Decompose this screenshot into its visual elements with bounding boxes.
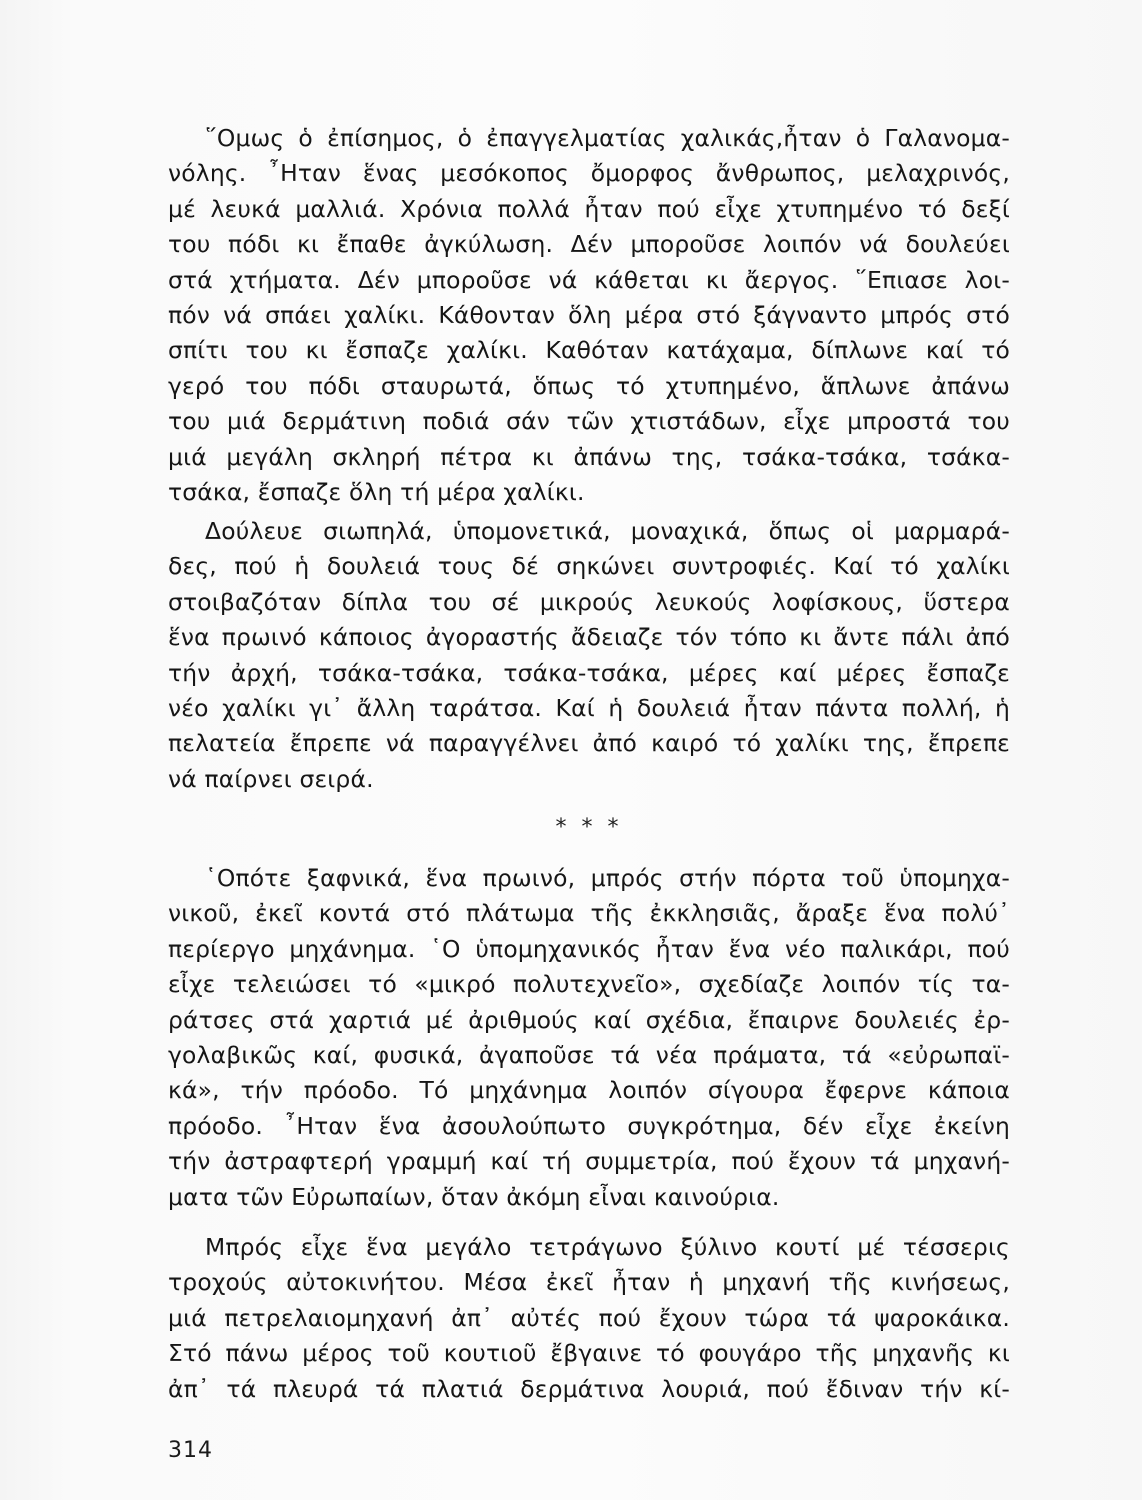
text-line: περίεργο μηχάνημα. ῾Ο ὑπομηχανικός ἦταν ἕνα νέο παλικάρι, πού: [168, 934, 1010, 963]
text-line: νικοῦ, ἐκεῖ κοντά στό πλάτωμα τῆς ἐκκλησιᾶς, ἄραξε ἕνα πολύ᾽: [168, 899, 1010, 928]
text-line: ῞Ομως ὁ ἐπίσημος, ὁ ἐπαγγελματίας χαλικάς,ἦταν ὁ Γαλανομα-: [205, 124, 1010, 152]
text-line: δες, πού ἡ δουλειά τους δέ σηκώνει συντροφιές. Καί τό χαλίκι: [168, 552, 1010, 581]
page-number: 314: [168, 1438, 213, 1463]
paragraph-1: [168, 121, 1010, 510]
text-line: μιά μεγάλη σκληρή πέτρα κι ἀπάνω της, τσάκα-τσάκα, τσάκα-: [168, 442, 1010, 471]
text-line: νά παίρνει σειρά.: [168, 764, 374, 793]
text-line: γολαβικῶς καί, φυσικά, ἀγαποῦσε τά νέα πράματα, τά «εὐρωπαϊ-: [168, 1040, 1010, 1069]
text-line: νόλης. ῏Ηταν ἕνας μεσόκοπος ὄμορφος ἄνθρωπος, μελαχρινός,: [168, 159, 1010, 188]
text-line: στά χτήματα. Δέν μποροῦσε νά κάθεται κι ἄεργος. ῞Επιασε λοι-: [168, 265, 1010, 294]
paragraph-3: [168, 861, 1010, 1215]
paragraph-2: [168, 514, 1010, 797]
text-line: τροχούς αὐτοκινήτου. Μέσα ἐκεῖ ἦταν ἡ μηχανή τῆς κινήσεως,: [168, 1268, 1010, 1297]
text-line: ματα τῶν Εὐρωπαίων, ὅταν ἀκόμη εἶναι καινούρια.: [168, 1182, 780, 1211]
text-line: πόν νά σπάει χαλίκι. Κάθονταν ὅλη μέρα στό ξάγναντο μπρός στό: [168, 300, 1010, 329]
text-line: νέο χαλίκι γι᾽ ἄλλη ταράτσα. Καί ἡ δουλειά ἦταν πάντα πολλή, ἡ: [168, 693, 1010, 722]
text-line: του μιά δερμάτινη ποδιά σάν τῶν χτιστάδων, εἶχε μπροστά του: [168, 407, 1010, 436]
text-line: μιά πετρελαιομηχανή ἀπ᾽ αὐτές πού ἔχουν τώρα τά ψαροκάικα.: [168, 1303, 1010, 1332]
text-line: ἀπ᾽ τά πλευρά τά πλατιά δερμάτινα λουριά, πού ἔδιναν τήν κί-: [168, 1374, 1010, 1403]
section-separator: * * *: [555, 815, 623, 840]
text-line: του πόδι κι ἔπαθε ἀγκύλωση. Δέν μποροῦσε λοιπόν νά δουλεύει: [168, 230, 1010, 259]
text-line: Μπρός εἶχε ἕνα μεγάλο τετράγωνο ξύλινο κουτί μέ τέσσερις: [205, 1233, 1010, 1261]
text-line: Δούλευε σιωπηλά, ὑπομονετικά, μοναχικά, ὅπως οἱ μαρμαρά-: [205, 517, 1010, 545]
text-line: κά», τήν πρόοδο. Τό μηχάνημα λοιπόν σίγουρα ἔφερνε κάποια: [168, 1076, 1010, 1105]
text-line: σπίτι του κι ἔσπαζε χαλίκι. Καθόταν κατάχαμα, δίπλωνε καί τό: [168, 336, 1010, 365]
text-line: ῾Οπότε ξαφνικά, ἕνα πρωινό, μπρός στήν πόρτα τοῦ ὑπομηχα-: [205, 864, 1010, 892]
text-line: τήν ἀρχή, τσάκα-τσάκα, τσάκα-τσάκα, μέρες καί μέρες ἔσπαζε: [168, 658, 1010, 687]
text-line: πελατεία ἔπρεπε νά παραγγέλνει ἀπό καιρό τό χαλίκι της, ἔπρεπε: [168, 729, 1010, 758]
text-line: ἕνα πρωινό κάποιος ἀγοραστής ἄδειαζε τόν τόπο κι ἄντε πάλι ἀπό: [168, 623, 1010, 652]
text-line: τήν ἀστραφτερή γραμμή καί τή συμμετρία, πού ἔχουν τά μηχανή-: [168, 1147, 1010, 1176]
paragraph-4: [168, 1230, 1010, 1407]
text-line: Στό πάνω μέρος τοῦ κουτιοῦ ἔβγαινε τό φουγάρο τῆς μηχανῆς κι: [168, 1339, 1010, 1368]
text-line: τσάκα, ἔσπαζε ὅλη τή μέρα χαλίκι.: [168, 477, 585, 506]
text-line: πρόοδο. ῏Ηταν ἕνα ἀσουλούπωτο συγκρότημα, δέν εἶχε ἐκείνη: [168, 1111, 1010, 1140]
text-line: ράτσες στά χαρτιά μέ ἀριθμούς καί σχέδια, ἔπαιρνε δουλειές ἐρ-: [168, 1005, 1010, 1034]
text-line: μέ λευκά μαλλιά. Χρόνια πολλά ἦταν πού εἶχε χτυπημένο τό δεξί: [168, 194, 1010, 223]
text-line: γερό του πόδι σταυρωτά, ὅπως τό χτυπημένο, ἅπλωνε ἀπάνω: [168, 371, 1010, 400]
text-line: στοιβαζόταν δίπλα του σέ μικρούς λευκούς λοφίσκους, ὕστερα: [168, 587, 1010, 616]
text-line: εἶχε τελειώσει τό «μικρό πολυτεχνεῖο», σχεδίαζε λοιπόν τίς τα-: [168, 970, 1010, 999]
